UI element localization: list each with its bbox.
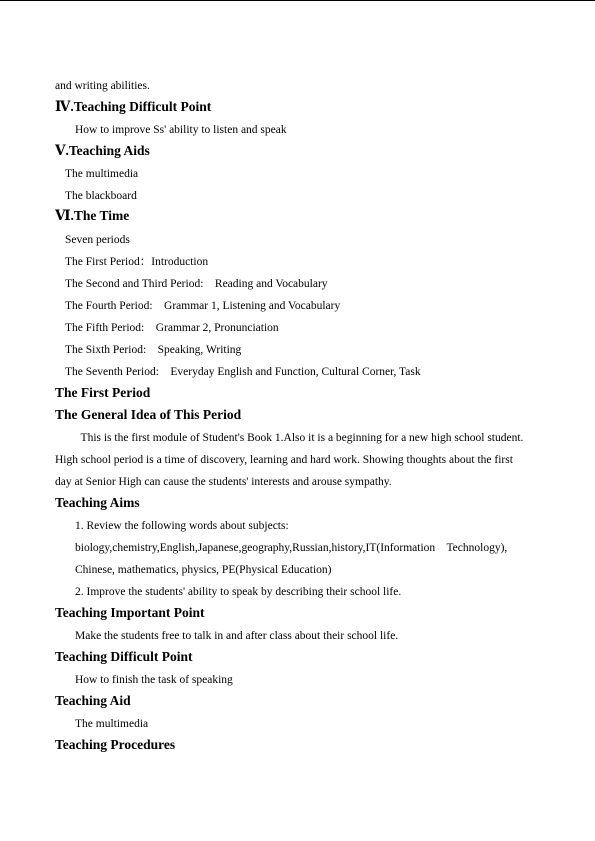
time-item: The Fourth Period: Grammar 1, Listening and Vocabulary xyxy=(65,300,341,312)
general-idea-heading: The General Idea of This Period xyxy=(55,407,242,422)
continuation-text: and writing abilities. xyxy=(55,80,150,92)
aid-text: The multimedia xyxy=(75,718,149,730)
general-idea-line: High school period is a time of discovery, learning and hard work. Showing thoughts about the first xyxy=(55,454,513,466)
aims-line: biology,chemistry,English,Japanese,geography,Russian,history,IT(Information Technology), xyxy=(75,542,508,554)
aims-heading: Teaching Aims xyxy=(55,495,140,510)
difficult-point-2-heading: Teaching Difficult Point xyxy=(55,649,193,664)
time-item: The Sixth Period: Speaking, Writing xyxy=(65,344,242,356)
aims-line: 1. Review the following words about subjects: xyxy=(75,520,289,532)
aid-heading: Teaching Aid xyxy=(55,693,131,708)
aims-line: Chinese, mathematics, physics, PE(Physical Education) xyxy=(75,564,332,576)
time-item: Seven periods xyxy=(65,234,130,246)
aids-item: The multimedia xyxy=(65,168,139,180)
time-item: The Fifth Period: Grammar 2, Pronunciation xyxy=(65,322,279,334)
difficult-point-2-text: How to finish the task of speaking xyxy=(75,674,233,686)
difficult-point-text: How to improve Ss' ability to listen and speak xyxy=(75,124,287,136)
important-point-text: Make the students free to talk in and after class about their school life. xyxy=(75,630,399,642)
important-point-heading: Teaching Important Point xyxy=(55,605,205,620)
aids-item: The blackboard xyxy=(65,190,137,202)
difficult-point-heading: Ⅳ.Teaching Difficult Point xyxy=(55,99,212,114)
aids-heading: Ⅴ.Teaching Aids xyxy=(55,143,150,158)
aims-line: 2. Improve the students' ability to speak by describing their school life. xyxy=(75,586,402,598)
first-period-heading: The First Period xyxy=(55,385,151,400)
general-idea-line: This is the first module of Student's Book 1.Also it is a beginning for a new high school student. xyxy=(75,432,524,444)
time-heading: Ⅵ.The Time xyxy=(55,208,130,223)
general-idea-line: day at Senior High can cause the students' interests and arouse sympathy. xyxy=(55,476,392,488)
time-item: The Seventh Period: Everyday English and Function, Cultural Corner, Task xyxy=(65,366,421,378)
time-item: The First Period：Introduction xyxy=(65,256,209,268)
procedures-heading: Teaching Procedures xyxy=(55,737,176,752)
top-rule xyxy=(0,0,595,1)
time-item: The Second and Third Period: Reading and Vocabulary xyxy=(65,278,328,290)
